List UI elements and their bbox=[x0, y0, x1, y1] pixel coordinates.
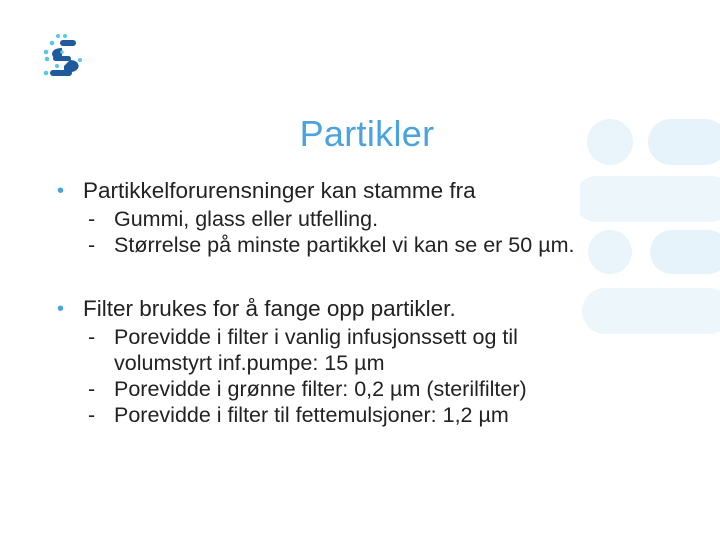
sub-bullet-text: Størrelse på minste partikkel vi kan se er 50 µm. bbox=[114, 233, 575, 257]
sub-bullet-text: Porevidde i grønne filter: 0,2 µm (sterilfilter) bbox=[114, 377, 527, 401]
bullet-item bbox=[57, 176, 657, 206]
sub-bullet-dash: - bbox=[88, 377, 96, 401]
sub-bullet-dash: - bbox=[88, 325, 96, 349]
sub-bullet-dash: - bbox=[88, 233, 96, 257]
slide-content bbox=[57, 176, 657, 428]
sub-bullet-item bbox=[57, 324, 657, 376]
bullet-text: Filter brukes for å fange opp partikler. bbox=[83, 296, 456, 321]
sub-bullet-item bbox=[57, 402, 657, 428]
dotted-s-logo-icon bbox=[40, 30, 88, 80]
sub-bullet-item bbox=[57, 232, 657, 258]
bullet-dot-icon: • bbox=[57, 298, 65, 320]
bullet-text: Partikkelforurensninger kan stamme fra bbox=[83, 178, 476, 203]
sub-bullet-item bbox=[57, 206, 657, 232]
sub-bullet-text: Porevidde i filter i vanlig infusjonssett og til volumstyrt inf.pumpe: 15 µm bbox=[114, 325, 518, 375]
slide-title: Partikler bbox=[299, 113, 435, 154]
sub-bullet-dash: - bbox=[88, 207, 96, 231]
sub-bullet-text: Gummi, glass eller utfelling. bbox=[114, 207, 379, 231]
bullet-item bbox=[57, 294, 657, 324]
sub-bullet-dash: - bbox=[88, 403, 96, 427]
bullet-block-filters bbox=[57, 294, 657, 428]
sub-bullet-text: Porevidde i filter til fettemulsjoner: 1,2 µm bbox=[114, 403, 509, 427]
bullet-block-sources bbox=[57, 176, 657, 258]
sub-bullet-item bbox=[57, 376, 657, 402]
bullet-dot-icon: • bbox=[57, 180, 65, 202]
